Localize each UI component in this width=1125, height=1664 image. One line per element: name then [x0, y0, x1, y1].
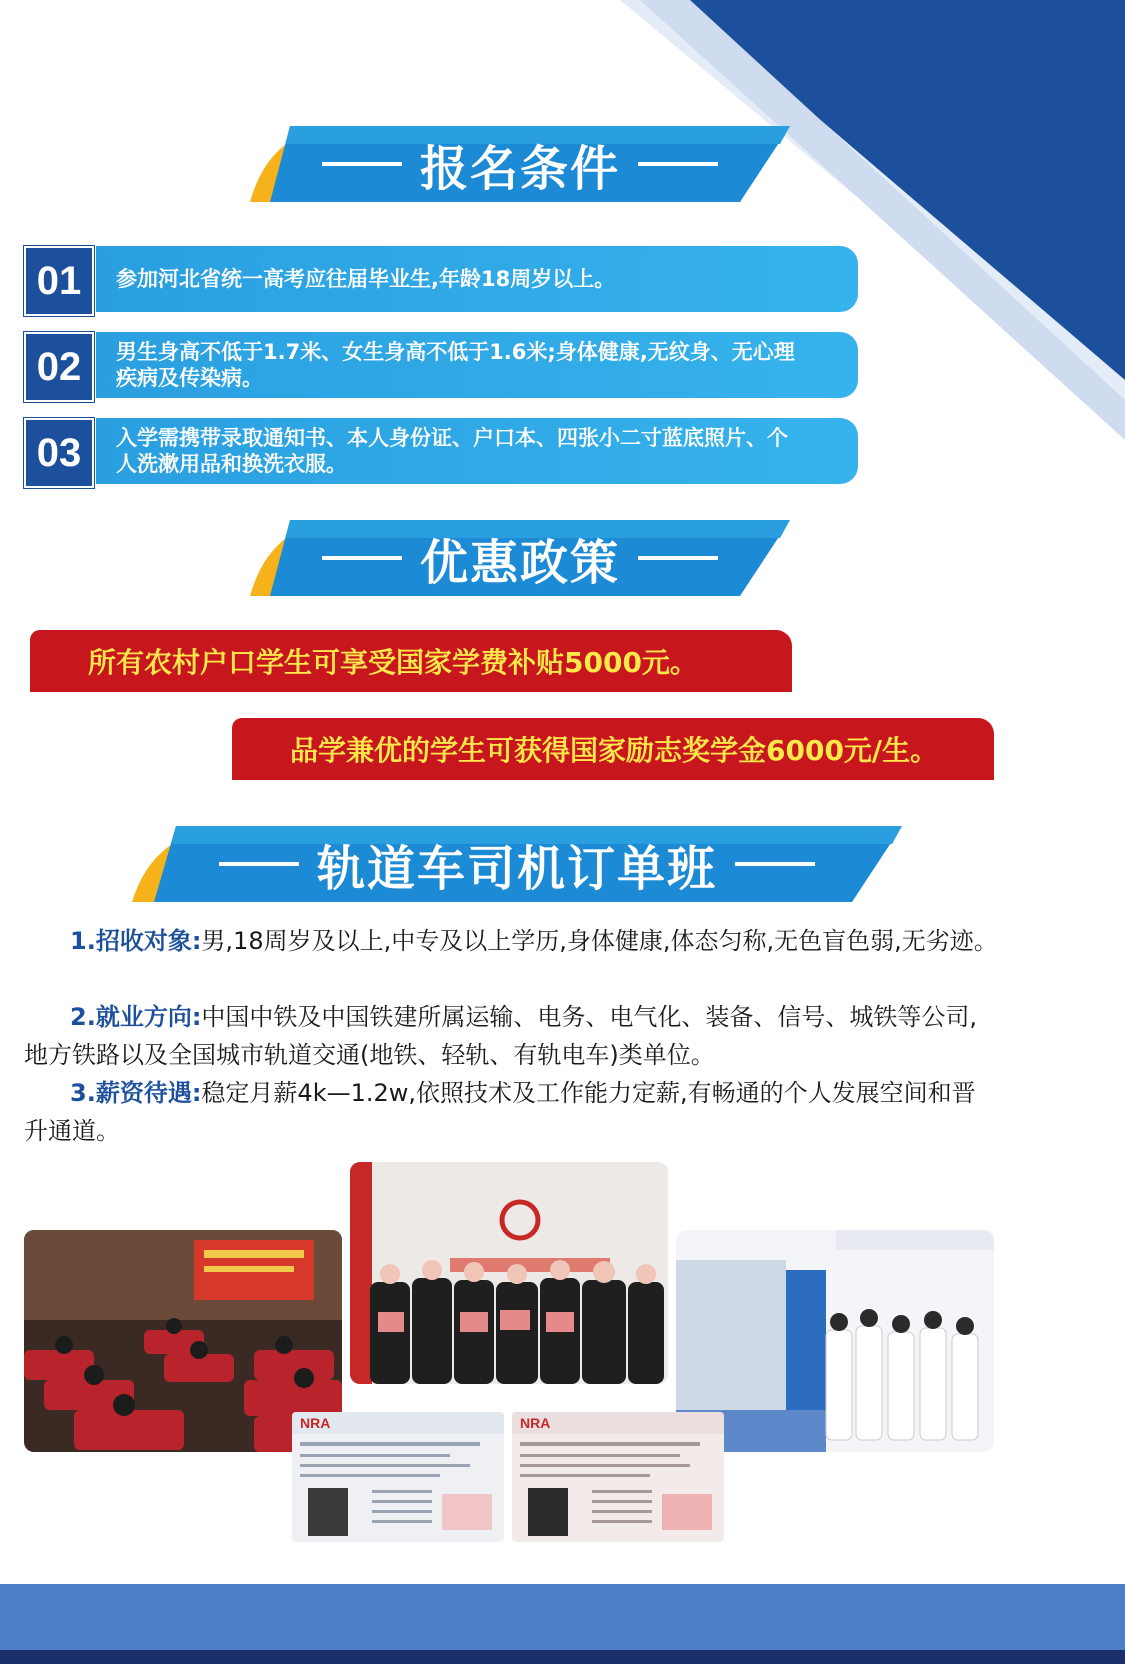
paragraph-text: 稳定月薪4k—1.2w,依照技术及工作能力定薪,有畅通的个人发展空间和晋升通道。: [24, 1079, 976, 1145]
footer-edge: [0, 1650, 1125, 1664]
section-banner-requirements: [250, 126, 790, 202]
condition-number-3: 03: [24, 418, 94, 488]
license-card-photo-1: [292, 1412, 504, 1542]
footer-band: [0, 1584, 1125, 1650]
group-certificate-photo: [350, 1162, 668, 1384]
driver-class-paragraph-1: [24, 922, 999, 960]
condition-text-3: 入学需携带录取通知书、本人身份证、户口本、四张小二寸蓝底照片、个人洗漱用品和换洗衣服。: [96, 418, 858, 484]
banner-title: 轨道车司机订单班: [316, 840, 717, 897]
banner-title: 报名条件: [419, 140, 620, 197]
policy-item-1: 所有农村户口学生可享受国家学费补贴5000元。: [30, 630, 792, 692]
paragraph-text: 男,18周岁及以上,中专及以上学历,身体健康,体态匀称,无色盲色弱,无劣迹。: [201, 927, 998, 955]
driver-class-paragraph-2: [24, 998, 999, 1074]
nra-badge: NRA: [520, 1415, 551, 1431]
nra-badge: NRA: [300, 1415, 331, 1431]
section-banner-policy: [250, 520, 790, 596]
paragraph-lead: 2.就业方向:: [70, 1003, 202, 1031]
policy-item-2: 品学兼优的学生可获得国家励志奖学金6000元/生。: [232, 718, 994, 780]
section-banner-driver-class: [132, 826, 902, 902]
condition-number-1: 01: [24, 246, 94, 316]
license-card-photo-2: [512, 1412, 724, 1542]
paragraph-text: 中国中铁及中国铁建所属运输、电务、电气化、装备、信号、城铁等公司,地方铁路以及全国城市轨道交通(地铁、轻轨、有轨电车)类单位。: [24, 1003, 978, 1069]
paragraph-lead: 3.薪资待遇:: [70, 1079, 202, 1107]
banner-title: 优惠政策: [419, 534, 620, 591]
paragraph-lead: 1.招收对象:: [70, 927, 202, 955]
driver-class-paragraph-3: [24, 1074, 999, 1150]
condition-text-1: 参加河北省统一高考应往届毕业生,年龄18周岁以上。: [96, 246, 858, 312]
condition-number-2: 02: [24, 332, 94, 402]
condition-text-2: 男生身高不低于1.7米、女生身高不低于1.6米;身体健康,无纹身、无心理疾病及传染病。: [96, 332, 858, 398]
